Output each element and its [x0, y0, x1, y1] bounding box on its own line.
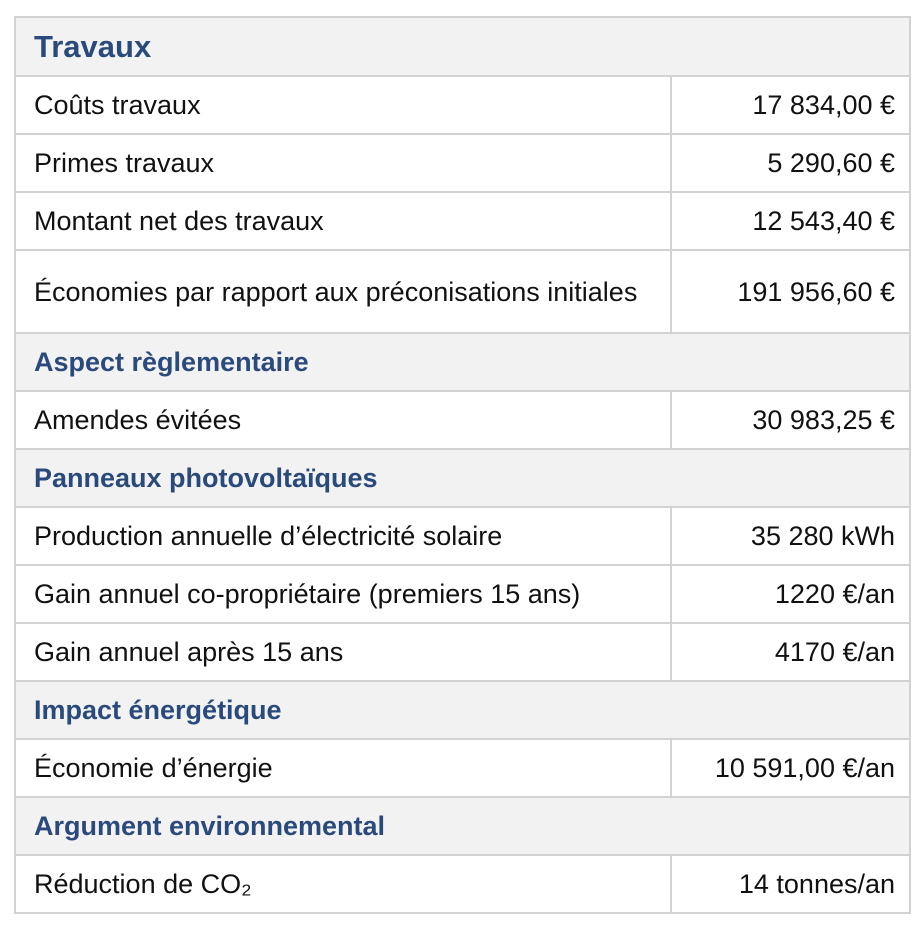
section-header-impact-energetique [15, 681, 910, 739]
table-row [15, 192, 910, 250]
row-label: Gain annuel co-propriétaire (premiers 15 ans) [15, 565, 671, 623]
row-value: 1220 €/an [671, 565, 910, 623]
row-value: 17 834,00 € [671, 76, 910, 134]
table-row [15, 565, 910, 623]
row-label: Économie d’énergie [15, 739, 671, 797]
section-header-argument-environnemental [15, 797, 910, 855]
table-row [15, 855, 910, 913]
summary-table [14, 16, 911, 914]
table-row [15, 623, 910, 681]
section-header-travaux [15, 17, 910, 76]
table-row [15, 76, 910, 134]
section-header-aspect-reglementaire [15, 333, 910, 391]
row-label: Primes travaux [15, 134, 671, 192]
row-value: 5 290,60 € [671, 134, 910, 192]
row-value: 30 983,25 € [671, 391, 910, 449]
table-row [15, 507, 910, 565]
row-value: 35 280 kWh [671, 507, 910, 565]
table-row [15, 391, 910, 449]
row-value: 12 543,40 € [671, 192, 910, 250]
section-title: Argument environnemental [15, 797, 910, 855]
row-value: 191 956,60 € [671, 250, 910, 333]
row-label: Gain annuel après 15 ans [15, 623, 671, 681]
row-label: Réduction de CO₂ [15, 855, 671, 913]
table-row [15, 134, 910, 192]
row-value: 14 tonnes/an [671, 855, 910, 913]
row-label: Coûts travaux [15, 76, 671, 134]
section-title: Travaux [15, 17, 910, 76]
row-value: 4170 €/an [671, 623, 910, 681]
row-label: Montant net des travaux [15, 192, 671, 250]
row-label: Économies par rapport aux préconisations initiales [15, 250, 671, 333]
section-header-panneaux-photovoltaiques [15, 449, 910, 507]
section-title: Panneaux photovoltaïques [15, 449, 910, 507]
row-label: Production annuelle d’électricité solaire [15, 507, 671, 565]
table-row [15, 250, 910, 333]
row-value: 10 591,00 €/an [671, 739, 910, 797]
row-label: Amendes évitées [15, 391, 671, 449]
section-title: Aspect règlementaire [15, 333, 910, 391]
table-row [15, 739, 910, 797]
section-title: Impact énergétique [15, 681, 910, 739]
